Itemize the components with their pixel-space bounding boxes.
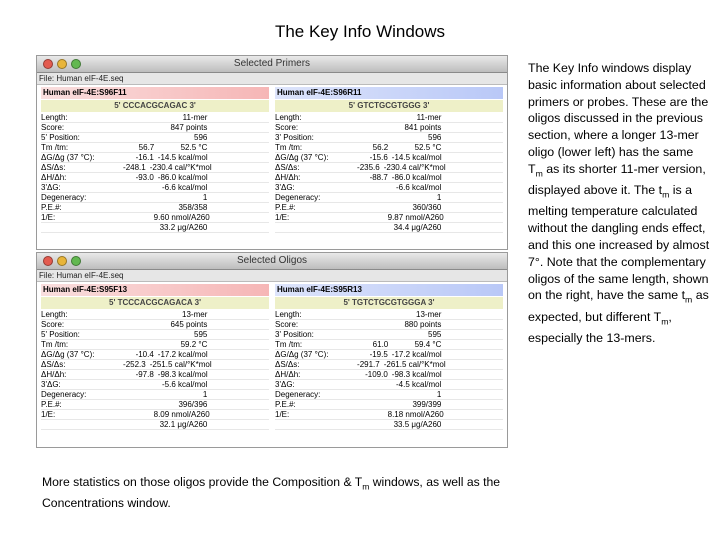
row-extra	[213, 213, 269, 223]
row-extra	[211, 370, 269, 380]
row-value: 33.2 μg/A260	[159, 223, 208, 232]
row-label: 3'ΔG:	[275, 380, 295, 389]
row-value-total: -16.1	[135, 153, 154, 162]
row-value-total	[356, 310, 392, 320]
row-label: Length:	[41, 113, 68, 122]
info-row	[41, 420, 269, 430]
row-extra	[210, 380, 269, 390]
row-label: P.E.#:	[275, 203, 296, 212]
info-row	[275, 133, 503, 143]
row-value: -98.3 kcal/mol	[157, 370, 208, 379]
row-label: ΔS/Δs:	[41, 360, 66, 369]
window-titlebar[interactable]	[37, 56, 507, 73]
row-extra	[210, 223, 269, 233]
row-extra	[211, 173, 269, 183]
window-title: Selected Primers	[233, 58, 311, 69]
row-label: Degeneracy:	[41, 390, 87, 399]
row-value: -5.6 kcal/mol	[162, 380, 208, 389]
row-extra	[447, 213, 503, 223]
slide-title: The Key Info Windows	[274, 22, 446, 41]
row-label: ΔG/Δg (37 °C):	[275, 350, 329, 359]
row-extra	[449, 360, 503, 370]
file-label: File: Human eIF-4E.seq	[37, 270, 507, 282]
info-row	[41, 380, 269, 390]
info-row	[41, 153, 269, 163]
row-value-total	[356, 390, 392, 400]
row-label: Degeneracy:	[41, 193, 87, 202]
row-extra	[445, 350, 503, 360]
row-value: 11-mer	[416, 113, 442, 122]
row-extra	[444, 193, 503, 203]
row-extra	[210, 143, 269, 153]
info-row	[275, 370, 503, 380]
file-label: File: Human eIF-4E.seq	[37, 73, 507, 85]
row-value-total	[122, 223, 158, 233]
row-extra	[444, 320, 503, 330]
row-value-total	[122, 113, 158, 123]
row-label: Length:	[275, 310, 302, 319]
row-value-total: -235.6	[357, 163, 380, 172]
row-label: 3' Position:	[275, 133, 314, 142]
row-extra	[444, 203, 503, 213]
row-extra	[444, 113, 503, 123]
row-label: 1/E:	[275, 213, 290, 222]
row-value-total	[122, 193, 158, 203]
forward-primer-pane	[41, 87, 269, 233]
row-value: 1	[202, 390, 208, 399]
info-row	[275, 350, 503, 360]
row-extra	[210, 193, 269, 203]
row-value: -86.0 kcal/mol	[391, 173, 442, 182]
row-extra	[210, 340, 269, 350]
info-row	[41, 113, 269, 123]
info-row	[275, 213, 503, 223]
row-value-total: 56.2	[372, 143, 389, 152]
row-value: 847 points	[170, 123, 208, 132]
row-label	[275, 420, 356, 430]
row-value-total	[356, 420, 392, 430]
row-value-total	[356, 320, 392, 330]
row-value: 8.18 nmol/A260	[387, 410, 444, 419]
row-extra	[444, 223, 503, 233]
row-label: P.E.#:	[41, 203, 62, 212]
row-value-total: 61.0	[372, 340, 389, 349]
info-row	[275, 320, 503, 330]
info-row	[41, 350, 269, 360]
row-value: -6.6 kcal/mol	[396, 183, 442, 192]
row-extra	[444, 123, 503, 133]
row-label: Tm /tm:	[275, 340, 303, 349]
row-value: 59.4 °C	[414, 340, 442, 349]
row-extra	[444, 340, 503, 350]
row-value-total	[356, 183, 392, 193]
row-value: 595	[194, 330, 208, 339]
info-row	[275, 183, 503, 193]
info-row	[41, 223, 269, 233]
info-row	[41, 143, 269, 153]
row-label: Tm /tm:	[275, 143, 303, 152]
row-label: ΔH/Δh:	[41, 173, 67, 182]
row-value-total: -88.7	[369, 173, 388, 182]
info-row	[275, 340, 503, 350]
row-value: 1	[436, 390, 442, 399]
info-row	[275, 390, 503, 400]
row-extra	[444, 420, 503, 430]
row-value-total	[122, 310, 158, 320]
row-value-total	[122, 123, 158, 133]
row-value-total	[122, 420, 158, 430]
row-extra	[215, 360, 269, 370]
info-row	[41, 370, 269, 380]
row-extra	[444, 390, 503, 400]
info-row	[275, 193, 503, 203]
row-value: 32.1 μg/A260	[159, 420, 208, 429]
row-value: -17.2 kcal/mol	[391, 350, 442, 359]
row-value: -6.6 kcal/mol	[162, 183, 208, 192]
row-label: 1/E:	[41, 213, 56, 222]
selected-oligos-window	[36, 252, 508, 448]
row-value-total: -252.3	[123, 360, 146, 369]
row-label: ΔS/Δs:	[41, 163, 66, 172]
row-value: 645 points	[170, 320, 208, 329]
info-row	[275, 420, 503, 430]
window-title: Selected Oligos	[236, 255, 308, 266]
row-value: 596	[428, 133, 442, 142]
row-value: 360/360	[412, 203, 442, 212]
info-row	[275, 360, 503, 370]
row-extra	[211, 350, 269, 360]
row-value: 52.5 °C	[414, 143, 442, 152]
row-value-total	[356, 133, 392, 143]
info-row	[275, 123, 503, 133]
row-extra	[210, 390, 269, 400]
row-label: Length:	[275, 113, 302, 122]
forward-oligo-pane	[41, 284, 269, 430]
row-extra	[445, 173, 503, 183]
row-extra	[211, 153, 269, 163]
row-label: ΔH/Δh:	[275, 173, 301, 182]
info-row	[275, 153, 503, 163]
row-value-total: -10.4	[135, 350, 154, 359]
row-label	[41, 420, 122, 430]
row-label: 3'ΔG:	[41, 380, 61, 389]
row-label: 3' Position:	[275, 330, 314, 339]
row-extra	[444, 380, 503, 390]
row-value: 59.2 °C	[180, 340, 208, 349]
row-value-total	[122, 133, 158, 143]
row-extra	[444, 143, 503, 153]
row-value-total	[122, 320, 158, 330]
row-value: 880 points	[404, 320, 442, 329]
row-value-total	[356, 193, 392, 203]
row-extra	[444, 310, 503, 320]
row-label: P.E.#:	[41, 400, 62, 409]
oligo-name: Human eIF-4E:S96F11	[41, 87, 269, 99]
row-value-total	[353, 410, 387, 420]
row-value-total	[356, 223, 392, 233]
row-value: 1	[202, 193, 208, 202]
info-row	[41, 213, 269, 223]
row-label: Degeneracy:	[275, 193, 321, 202]
info-row	[41, 340, 269, 350]
row-label: ΔS/Δs:	[275, 163, 300, 172]
row-extra	[210, 133, 269, 143]
row-label: 1/E:	[41, 410, 56, 419]
row-extra	[447, 410, 503, 420]
row-value-total	[122, 390, 158, 400]
row-value-total	[356, 380, 392, 390]
row-label: ΔG/Δg (37 °C):	[41, 153, 95, 162]
row-extra	[210, 320, 269, 330]
row-value-total	[119, 410, 153, 420]
row-value: -4.5 kcal/mol	[396, 380, 442, 389]
oligo-sequence[interactable]: 5' CCCACGCAGAC 3'	[41, 100, 269, 112]
oligo-sequence[interactable]: 5' TCCCACGCAGACA 3'	[41, 297, 269, 309]
row-label: Degeneracy:	[275, 390, 321, 399]
row-value: -261.5 cal/°K*mol	[383, 360, 446, 369]
info-row	[41, 400, 269, 410]
row-value-total	[122, 330, 158, 340]
row-value-total	[356, 400, 392, 410]
row-value-total: -248.1	[123, 163, 146, 172]
caption-text: More statistics on those oligos provide the Composition & $T_m$ windows, as well as the Concentrations window.	[42, 475, 501, 510]
info-row	[41, 410, 269, 420]
row-value-total: -93.0	[135, 173, 154, 182]
row-value-total	[122, 380, 158, 390]
row-value: -230.4 cal/°K*mol	[149, 163, 212, 172]
row-value: -86.0 kcal/mol	[157, 173, 208, 182]
oligo-name: Human eIF-4E:S95R13	[275, 284, 503, 296]
row-value: 596	[194, 133, 208, 142]
row-extra	[213, 410, 269, 420]
row-value-total	[356, 123, 392, 133]
row-extra	[444, 330, 503, 340]
info-row	[41, 310, 269, 320]
info-row	[275, 113, 503, 123]
row-label	[275, 223, 356, 233]
row-value-total	[356, 203, 392, 213]
row-label: Length:	[41, 310, 68, 319]
row-extra	[210, 113, 269, 123]
row-label: 1/E:	[275, 410, 290, 419]
info-row	[275, 380, 503, 390]
row-extra	[210, 330, 269, 340]
info-row	[275, 410, 503, 420]
row-extra	[444, 400, 503, 410]
info-row	[275, 310, 503, 320]
oligo-name: Human eIF-4E:S96R11	[275, 87, 503, 99]
reverse-oligo-pane	[275, 284, 503, 430]
info-row	[41, 203, 269, 213]
row-value-total: 56.7	[138, 143, 155, 152]
row-value-total	[122, 400, 158, 410]
info-row	[41, 163, 269, 173]
info-row	[41, 173, 269, 183]
row-value: 595	[428, 330, 442, 339]
row-label: 3'ΔG:	[275, 183, 295, 192]
row-label: ΔS/Δs:	[275, 360, 300, 369]
info-row	[275, 173, 503, 183]
row-extra	[210, 203, 269, 213]
row-value-total: -97.8	[135, 370, 154, 379]
info-row	[41, 133, 269, 143]
row-label: Score:	[41, 320, 65, 329]
row-value: 841 points	[404, 123, 442, 132]
row-extra	[210, 123, 269, 133]
info-row	[275, 163, 503, 173]
row-value: 11-mer	[182, 113, 208, 122]
row-value: -14.5 kcal/mol	[391, 153, 442, 162]
info-row	[275, 203, 503, 213]
row-value: 399/399	[412, 400, 442, 409]
row-value: -14.5 kcal/mol	[157, 153, 208, 162]
row-label: Score:	[41, 123, 65, 132]
row-value: -17.2 kcal/mol	[157, 350, 208, 359]
row-value: 13-mer	[182, 310, 208, 319]
row-extra	[215, 163, 269, 173]
row-extra	[449, 163, 503, 173]
row-value: -98.3 kcal/mol	[391, 370, 442, 379]
row-value-total	[353, 213, 387, 223]
row-label: ΔH/Δh:	[275, 370, 301, 379]
row-extra	[444, 183, 503, 193]
row-label: P.E.#:	[275, 400, 296, 409]
info-row	[275, 223, 503, 233]
row-label: ΔG/Δg (37 °C):	[41, 350, 95, 359]
info-row	[41, 123, 269, 133]
row-value-total	[356, 330, 392, 340]
row-label: Tm /tm:	[41, 143, 69, 152]
row-value: -251.5 cal/°K*mol	[149, 360, 212, 369]
row-value-total: -291.7	[357, 360, 380, 369]
info-row	[41, 330, 269, 340]
row-label: 5' Position:	[41, 330, 80, 339]
row-value-total	[122, 203, 158, 213]
row-extra	[445, 370, 503, 380]
row-extra	[210, 420, 269, 430]
row-extra	[210, 400, 269, 410]
row-label: Score:	[275, 123, 299, 132]
row-label: ΔG/Δg (37 °C):	[275, 153, 329, 162]
row-value: 9.87 nmol/A260	[387, 213, 444, 222]
row-value: 1	[436, 193, 442, 202]
row-label: 5' Position:	[41, 133, 80, 142]
row-value-total	[122, 183, 158, 193]
row-value: 13-mer	[416, 310, 442, 319]
oligo-name: Human eIF-4E:S95F13	[41, 284, 269, 296]
row-value-total: -19.5	[369, 350, 388, 359]
row-label: ΔH/Δh:	[41, 370, 67, 379]
row-extra	[210, 310, 269, 320]
row-value: -230.4 cal/°K*mol	[383, 163, 446, 172]
oligo-sequence[interactable]: 5' GTCTGCGTGGG 3'	[275, 100, 503, 112]
row-label: Score:	[275, 320, 299, 329]
reverse-primer-pane	[275, 87, 503, 233]
row-value: 396/396	[178, 400, 208, 409]
info-row	[275, 330, 503, 340]
row-extra	[210, 183, 269, 193]
row-value: 52.5 °C	[180, 143, 208, 152]
info-row	[275, 143, 503, 153]
row-value: 34.4 μg/A260	[393, 223, 442, 232]
row-value-total	[119, 213, 153, 223]
row-value: 358/358	[178, 203, 208, 212]
row-value: 8.09 nmol/A260	[153, 410, 210, 419]
row-value-total	[356, 113, 392, 123]
row-label: Tm /tm:	[41, 340, 69, 349]
row-value: 33.5 μg/A260	[393, 420, 442, 429]
row-value-total	[122, 340, 158, 350]
row-label: 3'ΔG:	[41, 183, 61, 192]
row-value-total: -15.6	[369, 153, 388, 162]
row-extra	[444, 133, 503, 143]
selected-primers-window	[36, 55, 508, 250]
description-text: The Key Info windows display basic information about selected primers or probes. These are the oligos discussed in the previous section, where a longer 13-mer oligo (lower left) has the same $T_m$ as its shorter 11-mer version, displayed above it. The $t_m$ is a melting temperature calculated without the dangling ends effect, and this one increased by almost 7°. Note that the complementary oligos of the same length, shown on the right, have the same $t_m$ as expected, but different $T_m$, especially the 13-mers.	[528, 61, 710, 345]
oligo-sequence[interactable]: 5' TGTCTGCGTGGGA 3'	[275, 297, 503, 309]
info-row	[41, 183, 269, 193]
window-titlebar[interactable]	[37, 253, 507, 270]
row-value: 9.60 nmol/A260	[153, 213, 210, 222]
row-extra	[445, 153, 503, 163]
info-row	[41, 360, 269, 370]
info-row	[41, 193, 269, 203]
row-value-total: -109.0	[365, 370, 388, 379]
info-row	[275, 400, 503, 410]
info-row	[41, 390, 269, 400]
row-label	[41, 223, 122, 233]
info-row	[41, 320, 269, 330]
